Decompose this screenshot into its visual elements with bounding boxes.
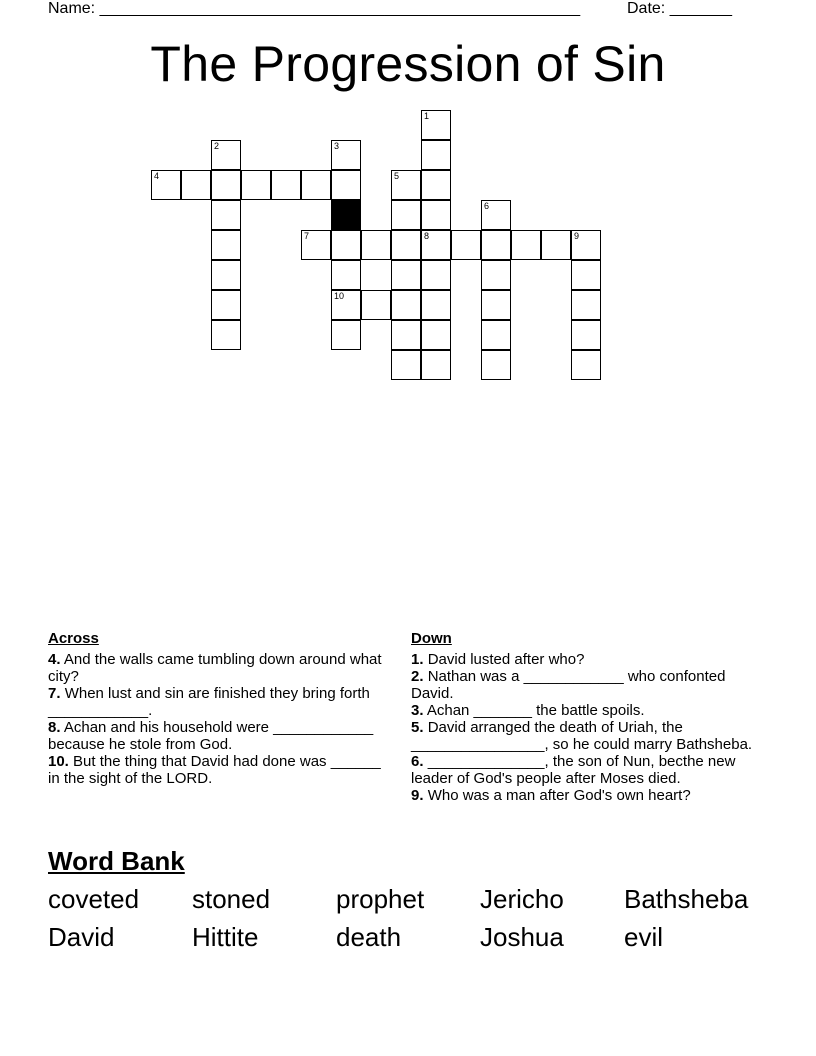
crossword-cell[interactable] xyxy=(181,170,211,200)
crossword-cell[interactable] xyxy=(541,230,571,260)
crossword-cell[interactable] xyxy=(571,350,601,380)
crossword-cell[interactable] xyxy=(571,230,601,260)
date-field-label: Date: _______ xyxy=(627,0,732,17)
crossword-cell[interactable] xyxy=(391,260,421,290)
crossword-cell[interactable] xyxy=(421,170,451,200)
clue-across-8 xyxy=(48,719,393,753)
word-bank-title: Word Bank xyxy=(48,846,185,876)
clue-text: David lusted after who? xyxy=(427,651,585,668)
down-heading: Down xyxy=(411,630,452,647)
crossword-cell[interactable] xyxy=(481,320,511,350)
crossword-cell[interactable] xyxy=(481,350,511,380)
clue-number: 9. xyxy=(411,787,424,804)
crossword-cell[interactable] xyxy=(421,350,451,380)
clue-number: 3. xyxy=(411,702,424,719)
crossword-cell[interactable] xyxy=(391,200,421,230)
crossword-cell[interactable] xyxy=(571,260,601,290)
crossword-cell[interactable] xyxy=(331,260,361,290)
cell-number: 2 xyxy=(214,141,220,151)
crossword-cell[interactable] xyxy=(271,170,301,200)
crossword-cell[interactable] xyxy=(481,200,511,230)
word-bank-word: death xyxy=(336,922,402,952)
clue-text: But the thing that David had done was ______ in the sight of the LORD. xyxy=(48,753,381,787)
clue-down-2 xyxy=(411,668,756,702)
crossword-cell[interactable] xyxy=(391,290,421,320)
cell-number: 3 xyxy=(334,141,340,151)
cell-number: 9 xyxy=(574,231,580,241)
crossword-cell[interactable] xyxy=(211,290,241,320)
crossword-cell[interactable] xyxy=(421,200,451,230)
crossword-cell[interactable] xyxy=(421,320,451,350)
crossword-cell[interactable] xyxy=(211,200,241,230)
crossword-cell[interactable] xyxy=(361,230,391,260)
crossword-cell[interactable] xyxy=(421,290,451,320)
clue-number: 6. xyxy=(411,753,424,770)
clue-down-9 xyxy=(411,787,756,804)
clue-down-6 xyxy=(411,753,756,787)
crossword-cell[interactable] xyxy=(331,290,361,320)
word-bank-word: Hittite xyxy=(192,922,259,952)
clue-down-3 xyxy=(411,702,756,719)
clue-down-1 xyxy=(411,651,756,668)
crossword-cell[interactable] xyxy=(301,230,331,260)
clue-text: Nathan was a ____________ who confonted David. xyxy=(411,668,726,702)
crossword-cell[interactable] xyxy=(421,260,451,290)
crossword-cell[interactable] xyxy=(391,230,421,260)
crossword-cell[interactable] xyxy=(451,230,481,260)
cell-number: 4 xyxy=(154,171,160,181)
word-bank-word: evil xyxy=(624,922,664,952)
clue-down-5 xyxy=(411,719,756,753)
crossword-cell[interactable] xyxy=(331,320,361,350)
clue-across-10 xyxy=(48,753,393,787)
black-cell xyxy=(331,200,361,230)
word-bank-word: David xyxy=(48,922,115,952)
clue-text: David arranged the death of Uriah, the ________________, so he could marry Bathsheba. xyxy=(411,719,753,753)
crossword-cell[interactable] xyxy=(391,350,421,380)
cell-number: 10 xyxy=(334,291,345,301)
crossword-cell[interactable] xyxy=(421,140,451,170)
clue-text: Achan _______ the battle spoils. xyxy=(426,702,645,719)
crossword-cell[interactable] xyxy=(571,320,601,350)
clue-text: Achan and his household were ____________ because he stole from God. xyxy=(48,719,374,753)
crossword-cell[interactable] xyxy=(391,170,421,200)
crossword-cell[interactable] xyxy=(481,230,511,260)
crossword-cell[interactable] xyxy=(391,320,421,350)
clue-across-7 xyxy=(48,685,393,719)
across-clues xyxy=(48,630,393,787)
cell-number: 5 xyxy=(394,171,400,181)
cell-number: 1 xyxy=(424,111,430,121)
clue-number: 10. xyxy=(48,753,69,770)
name-field-label: Name: ______________________________________________________ xyxy=(48,0,581,17)
crossword-cell[interactable] xyxy=(511,230,541,260)
crossword-cell[interactable] xyxy=(421,110,451,140)
clue-across-4 xyxy=(48,651,393,685)
crossword-cell[interactable] xyxy=(211,230,241,260)
across-heading: Across xyxy=(48,630,99,647)
word-bank-word: coveted xyxy=(48,884,140,914)
crossword-cell[interactable] xyxy=(241,170,271,200)
cell-number: 6 xyxy=(484,201,490,211)
cell-number: 7 xyxy=(304,231,310,241)
clue-number: 1. xyxy=(411,651,424,668)
clue-number: 8. xyxy=(48,719,61,736)
clue-number: 2. xyxy=(411,668,424,685)
crossword-cell[interactable] xyxy=(211,320,241,350)
word-bank-word: Jericho xyxy=(480,884,564,914)
clue-text: Who was a man after God's own heart? xyxy=(427,787,691,804)
down-clues xyxy=(411,630,756,804)
crossword-cell[interactable] xyxy=(571,290,601,320)
crossword-cell[interactable] xyxy=(481,290,511,320)
clue-text: ______________, the son of Nun, becthe new leader of God's people after Moses died. xyxy=(411,753,736,787)
word-bank-word: prophet xyxy=(336,884,425,914)
crossword-cell[interactable] xyxy=(331,170,361,200)
crossword-cell[interactable] xyxy=(331,230,361,260)
crossword-cell[interactable] xyxy=(421,230,451,260)
page-title: The Progression of Sin xyxy=(150,36,666,92)
crossword-cell[interactable] xyxy=(211,260,241,290)
word-bank-word: Joshua xyxy=(480,922,564,952)
crossword-cell[interactable] xyxy=(481,260,511,290)
crossword-cell[interactable] xyxy=(331,140,361,170)
crossword-cell[interactable] xyxy=(361,290,391,320)
clue-number: 7. xyxy=(48,685,61,702)
crossword-cell[interactable] xyxy=(211,170,241,200)
cell-number: 8 xyxy=(424,231,430,241)
crossword-cell[interactable] xyxy=(301,170,331,200)
clue-number: 5. xyxy=(411,719,424,736)
clue-number: 4. xyxy=(48,651,61,668)
word-bank-word: stoned xyxy=(192,884,271,914)
crossword-grid xyxy=(0,0,816,400)
word-bank-word: Bathsheba xyxy=(624,884,749,914)
crossword-cell[interactable] xyxy=(211,140,241,170)
clue-text: And the walls came tumbling down around what city? xyxy=(48,651,382,685)
crossword-cell[interactable] xyxy=(151,170,181,200)
clue-text: When lust and sin are finished they bring forth ____________. xyxy=(48,685,370,719)
